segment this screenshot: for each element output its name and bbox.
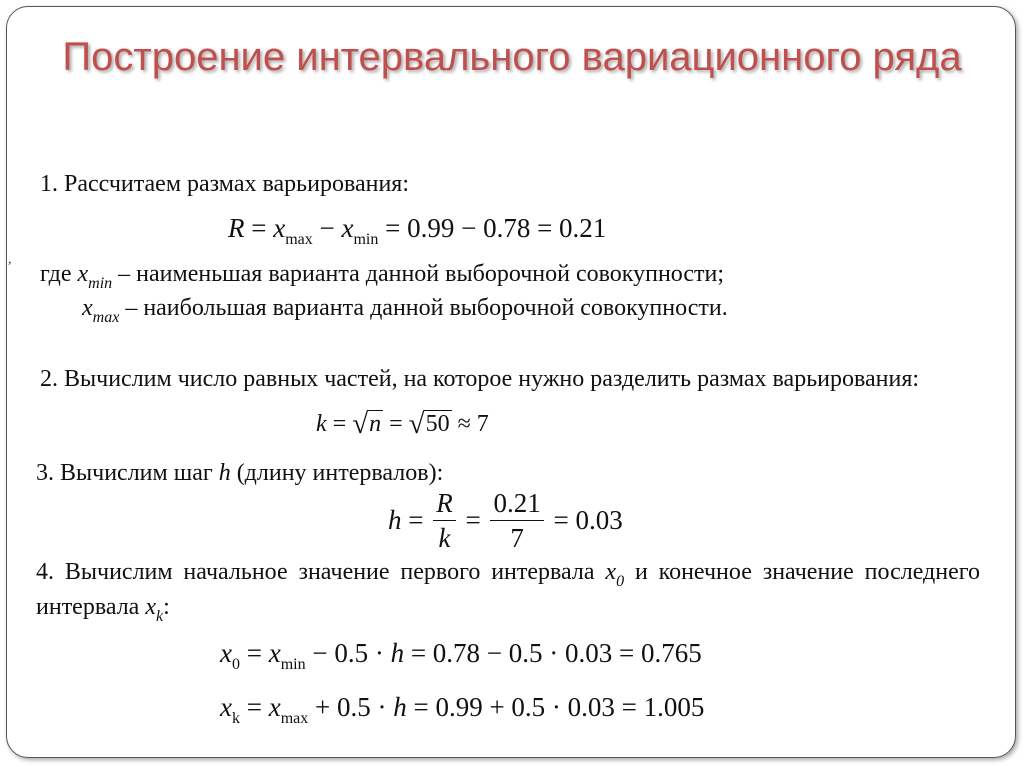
xk-result: = 0.99 + 0.5 · 0.03 = 1.005 — [413, 692, 705, 722]
var-k: k — [316, 411, 327, 437]
step2-heading: 2. Вычислим число равных частей, на которое нужно разделить размах варьирования: — [40, 366, 920, 392]
def-max-text: – наибольшая варианта данной выборочной совокупности. — [125, 295, 728, 321]
range-result: = 0.99 − 0.78 = 0.21 — [385, 213, 607, 243]
def-min-sub: min — [88, 275, 113, 292]
x0-op: − 0.5 · — [312, 638, 384, 668]
var-h: h — [388, 505, 402, 535]
step1-heading: 1. Рассчитаем размах варьирования: — [40, 171, 409, 197]
colon: : — [163, 594, 170, 620]
xk-mid-sub: max — [280, 710, 309, 727]
numerator-R: R — [433, 486, 456, 521]
equals-sign: = — [465, 505, 481, 535]
sub-min: min — [353, 231, 379, 248]
fraction-R-k — [433, 486, 456, 555]
var-h: h — [390, 638, 405, 668]
minus-sign: − — [319, 213, 335, 243]
xk-lhs-sub: k — [231, 710, 240, 727]
var-h: h — [218, 460, 231, 486]
sub-max: max — [285, 231, 313, 248]
def-max-line: $x_{max}$ – наибольшая варианта данной выборочной совокупности. — [82, 295, 728, 326]
slide-title: Построение интервального вариационного ряда — [62, 35, 962, 79]
stray-mark: , — [8, 252, 12, 267]
xk-formula: $x_k = x_{max} + 0.5 \cdot h = 0.99 + 0.5 \cdot 0.03 = 1.005$ — [220, 692, 705, 727]
step4-part2: и конечное значение последнего интервала — [36, 559, 981, 620]
step3-prefix: 3. Вычислим шаг — [36, 460, 213, 486]
var-R: R — [228, 213, 245, 243]
x0-mid-sub: min — [280, 656, 306, 673]
numerator-value: 0.21 — [490, 486, 543, 521]
sqrt-icon: √ — [408, 408, 425, 440]
approx-result: ≈ 7 — [457, 411, 489, 437]
def-min-text: – наименьшая варианта данной выборочной совокупности; — [118, 261, 725, 287]
step3-heading — [36, 460, 443, 487]
sqrt-icon: √ — [352, 408, 369, 440]
var-h: h — [393, 692, 407, 722]
denominator-value: 7 — [510, 523, 524, 553]
value-50: 50 — [425, 411, 450, 437]
x0-sub: 0 — [616, 573, 625, 590]
xk-op: + 0.5 · — [315, 692, 387, 722]
range-formula — [228, 213, 607, 248]
h-formula — [388, 486, 623, 555]
x0-result: = 0.78 − 0.5 · 0.03 = 0.765 — [410, 638, 702, 668]
h-result: = 0.03 — [553, 505, 623, 535]
fraction-values — [490, 486, 543, 555]
def-max-sub: max — [92, 309, 120, 326]
xk-sub: k — [156, 608, 164, 625]
step4-part1: 4. Вычислим начальное значение первого интервала — [36, 559, 595, 585]
x0-formula: $x_0 = x_{min} - 0.5 \cdot h = 0.78 - 0.5 \cdot 0.03 = 0.765$ — [220, 638, 702, 673]
var-x: x — [273, 213, 286, 243]
equals-sign: = — [332, 411, 347, 437]
equals-sign: = — [389, 411, 403, 437]
x0-lhs-sub: 0 — [231, 656, 240, 673]
var-x: x — [341, 213, 354, 243]
equals-sign: = — [251, 213, 267, 243]
def-prefix: где — [40, 261, 72, 287]
equals-sign: = — [408, 505, 424, 535]
def-min-line: где $x_{min}$ – наименьшая варианта данной выборочной совокупности; — [40, 261, 725, 292]
step4-heading: 4. Вычислим начальное значение первого интервала $x_0$ и конечное значение последнего интервала $x_k$: — [36, 559, 981, 625]
var-n: n — [369, 411, 382, 437]
k-formula — [316, 406, 489, 439]
step3-suffix: (длину интервалов): — [236, 460, 444, 486]
denominator-k: k — [438, 523, 451, 553]
